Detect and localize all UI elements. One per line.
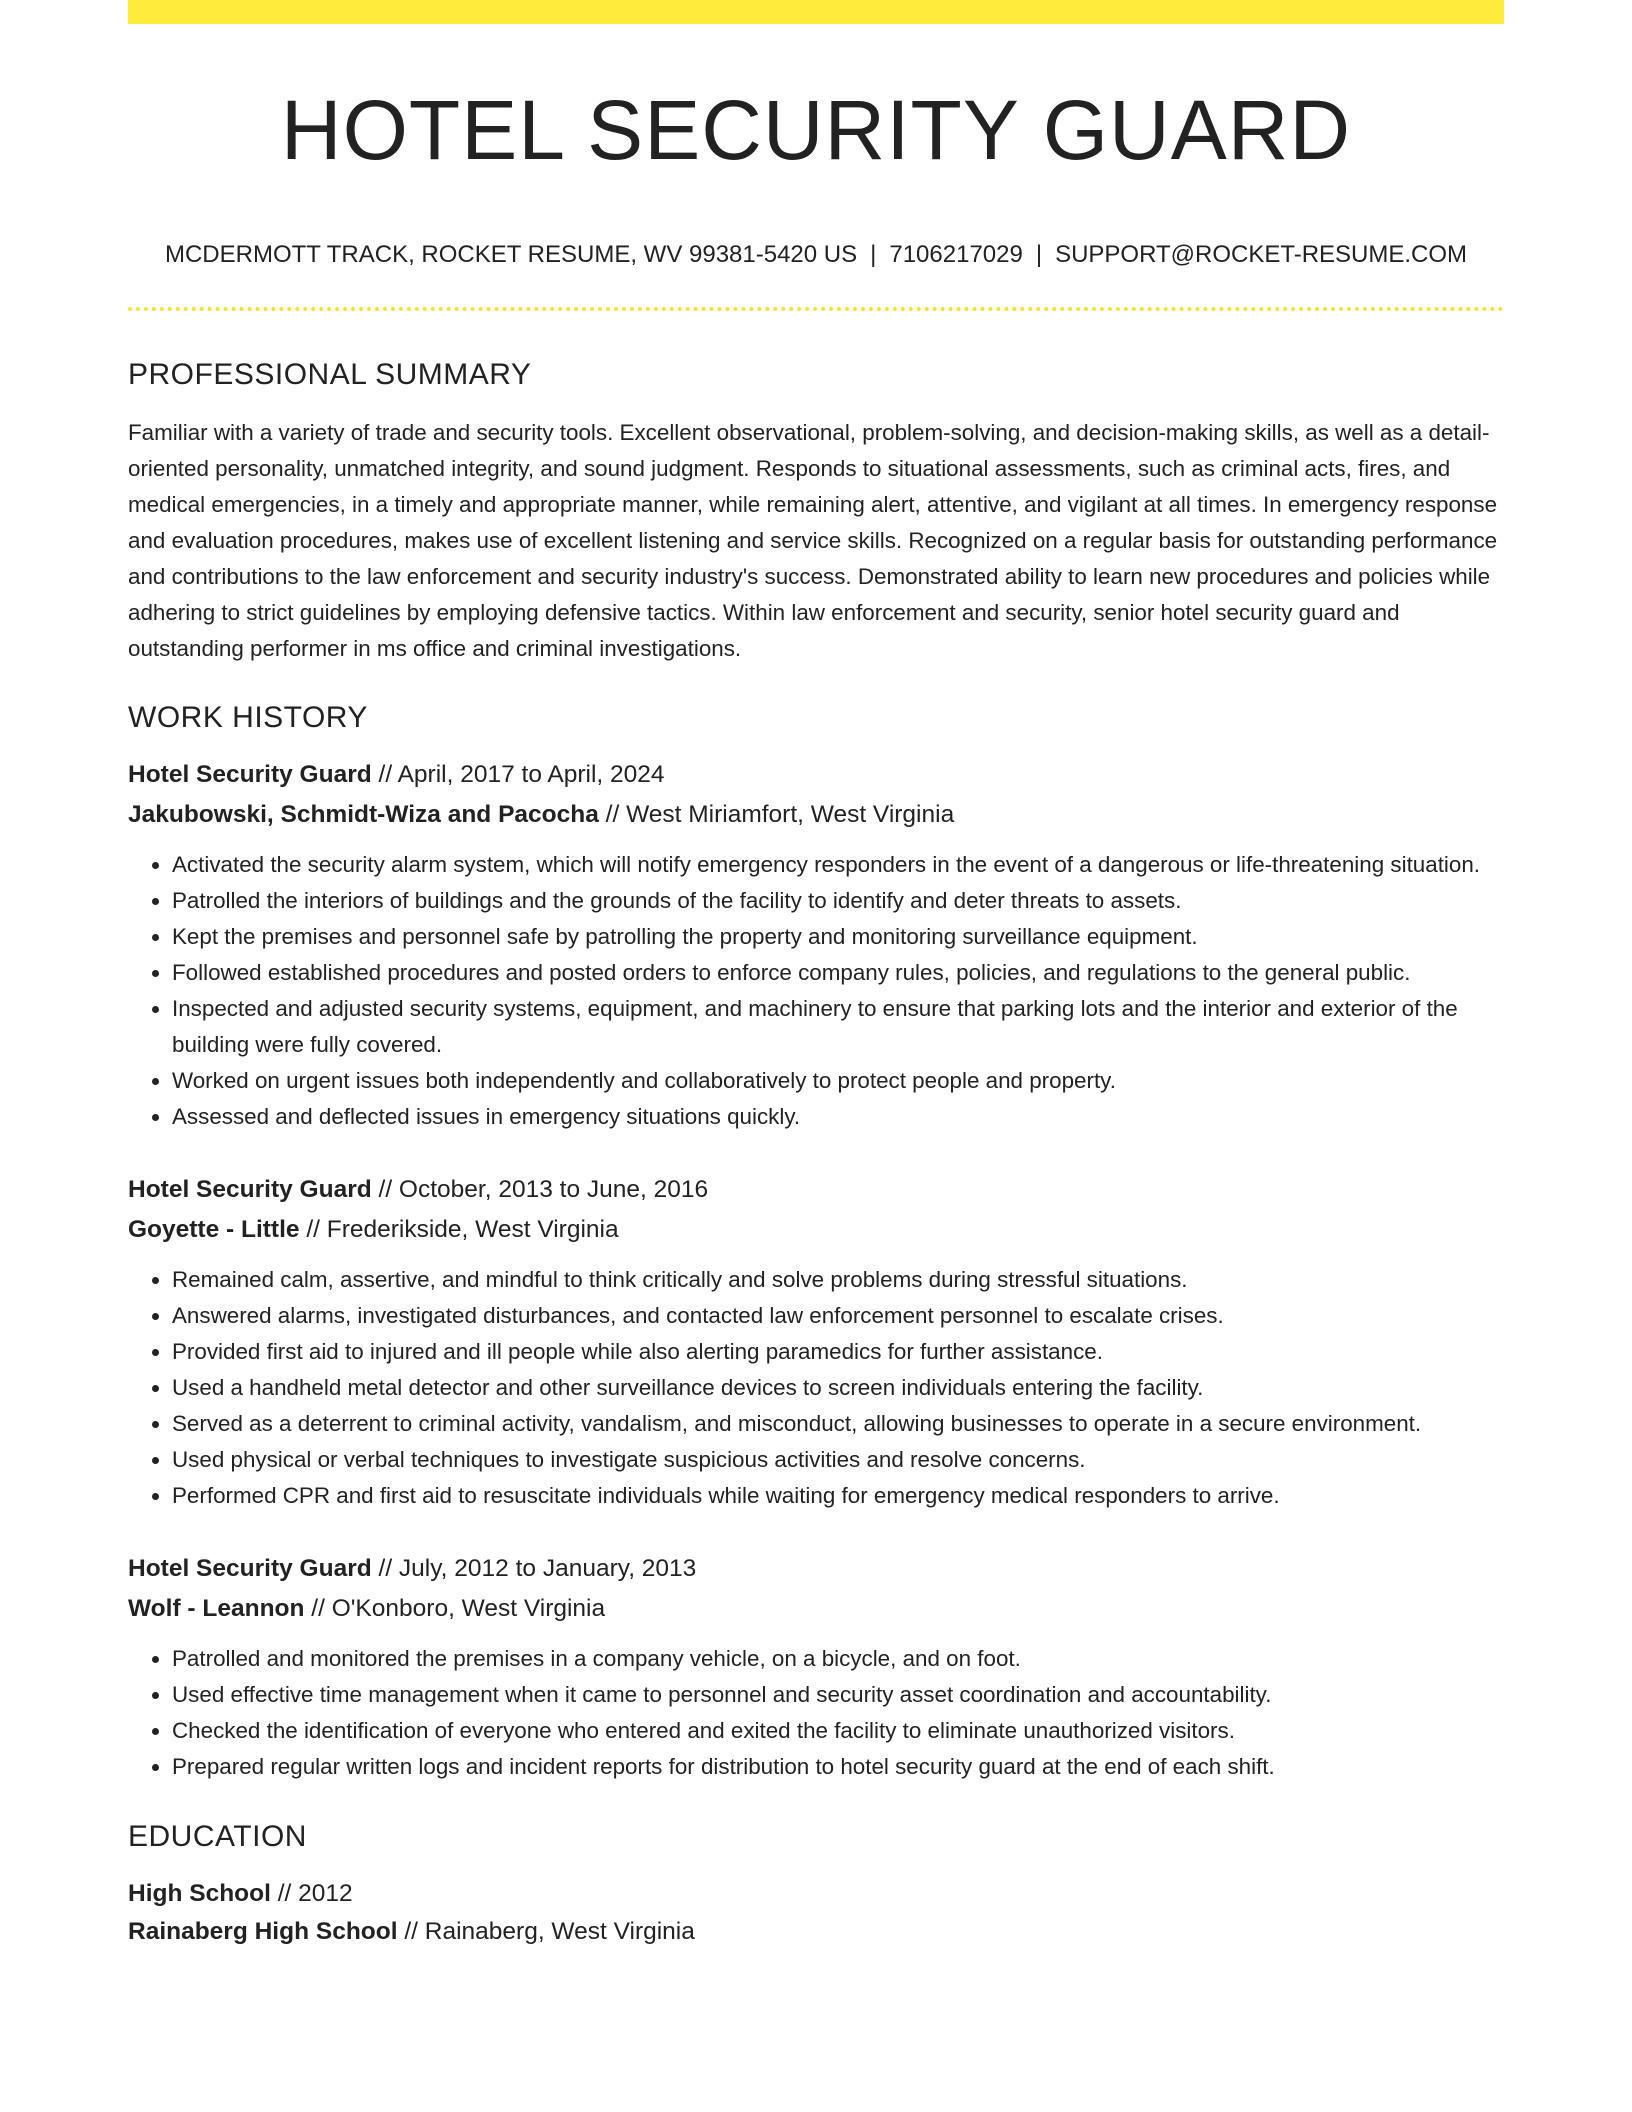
education-location: // Rainaberg, West Virginia [404, 1918, 695, 1945]
summary-text: Familiar with a variety of trade and security tools. Excellent observational, problem-solving, and decision-making skills, as well as a detail-oriented personality, unmatched integrity, and sound judgment. Responds to situational assessments, such as criminal acts, fires, and medical emergencies, in a timely and appropriate manner, while remaining alert, attentive, and vigilant at all times. In emergency response and evaluation procedures, makes use of excellent listening and service skills. Recognized on a regular basis for outstanding performance and contributions to the law enforcement and security industry's success. Demonstrated ability to learn new procedures and policies while adhering to strict guidelines by employing defensive tactics. Within law enforcement and security, senior hotel security guard and outstanding performer in ms office and criminal investigations. [128, 420, 1498, 661]
job-entry [128, 755, 1504, 1135]
list-item: • Used a handheld metal detector and other surveillance devices to screen individuals entering the facility. [172, 1370, 1504, 1406]
job-bullets [172, 1641, 1504, 1785]
education-entry [128, 1875, 1504, 1951]
list-item: • Assessed and deflected issues in emergency situations quickly. [172, 1099, 1504, 1135]
education-degree: High School [128, 1880, 271, 1907]
job-dates: // April, 2017 to April, 2024 [378, 761, 665, 788]
list-item: • Used effective time management when it came to personnel and security asset coordination and accountability. [172, 1677, 1504, 1713]
education-degree-line [128, 1875, 1504, 1913]
job-title: Hotel Security Guard [128, 761, 372, 788]
education-heading: EDUCATION [128, 1820, 307, 1853]
job-location: // O'Konboro, West Virginia [311, 1595, 606, 1622]
education-year: // 2012 [277, 1880, 353, 1907]
list-item: • Inspected and adjusted security systems, equipment, and machinery to ensure that parking lots and the interior and exterior of the building were fully covered. [172, 991, 1504, 1063]
job-company-line [128, 1589, 1504, 1629]
list-item: • Performed CPR and first aid to resuscitate individuals while waiting for emergency medical responders to arrive. [172, 1478, 1504, 1514]
job-entry [128, 1549, 1504, 1785]
job-title-line [128, 1549, 1504, 1589]
list-item: • Patrolled and monitored the premises in a company vehicle, on a bicycle, and on foot. [172, 1641, 1504, 1677]
list-item: • Prepared regular written logs and incident reports for distribution to hotel security guard at the end of each shift. [172, 1749, 1504, 1785]
job-dates: // October, 2013 to June, 2016 [378, 1176, 709, 1203]
list-item: • Patrolled the interiors of buildings and the grounds of the facility to identify and deter threats to assets. [172, 883, 1504, 919]
contact-separator: | [1035, 241, 1043, 268]
job-location: // Frederikside, West Virginia [306, 1216, 619, 1243]
job-location: // West Miriamfort, West Virginia [605, 801, 955, 828]
job-company-line [128, 1210, 1504, 1250]
job-entry [128, 1170, 1504, 1514]
job-title: Hotel Security Guard [128, 1555, 372, 1582]
job-title-line [128, 755, 1504, 795]
contact-address: MCDERMOTT TRACK, ROCKET RESUME, WV 99381-5420 US [164, 241, 858, 268]
list-item: • Answered alarms, investigated disturbances, and contacted law enforcement personnel to escalate crises. [172, 1298, 1504, 1334]
list-item: • Kept the premises and personnel safe by patrolling the property and monitoring surveillance equipment. [172, 919, 1504, 955]
accent-bar [128, 0, 1504, 24]
contact-line [128, 238, 1504, 272]
summary-heading: PROFESSIONAL SUMMARY [128, 358, 532, 391]
job-bullets [172, 1262, 1504, 1514]
job-bullets [172, 847, 1504, 1135]
contact-email: SUPPORT@ROCKET-RESUME.COM [1055, 241, 1468, 268]
list-item: • Checked the identification of everyone who entered and exited the facility to eliminate unauthorized visitors. [172, 1713, 1504, 1749]
contact-phone: 7106217029 [889, 241, 1023, 268]
education-school-line [128, 1913, 1504, 1951]
list-item: • Served as a deterrent to criminal activity, vandalism, and misconduct, allowing businesses to operate in a secure environment. [172, 1406, 1504, 1442]
list-item: • Remained calm, assertive, and mindful to think critically and solve problems during stressful situations. [172, 1262, 1504, 1298]
job-title: Hotel Security Guard [128, 1176, 372, 1203]
job-title-line [128, 1170, 1504, 1210]
resume-title: HOTEL SECURITY GUARD [280, 83, 1352, 177]
list-item: • Provided first aid to injured and ill people while also alerting paramedics for further assistance. [172, 1334, 1504, 1370]
list-item: • Followed established procedures and posted orders to enforce company rules, policies, and regulations to the general public. [172, 955, 1504, 991]
job-company: Wolf - Leannon [128, 1595, 305, 1622]
work-history-heading: WORK HISTORY [128, 701, 368, 734]
education-school: Rainaberg High School [128, 1918, 398, 1945]
list-item: • Activated the security alarm system, which will notify emergency responders in the event of a dangerous or life-threatening situation. [172, 847, 1504, 883]
list-item: • Used physical or verbal techniques to investigate suspicious activities and resolve concerns. [172, 1442, 1504, 1478]
job-company-line [128, 795, 1504, 835]
list-item: • Worked on urgent issues both independently and collaboratively to protect people and property. [172, 1063, 1504, 1099]
header-divider [128, 307, 1504, 311]
job-company: Jakubowski, Schmidt-Wiza and Pacocha [128, 801, 599, 828]
resume-content [128, 355, 1504, 1951]
job-company: Goyette - Little [128, 1216, 300, 1243]
job-dates: // July, 2012 to January, 2013 [378, 1555, 697, 1582]
contact-separator: | [870, 241, 877, 268]
